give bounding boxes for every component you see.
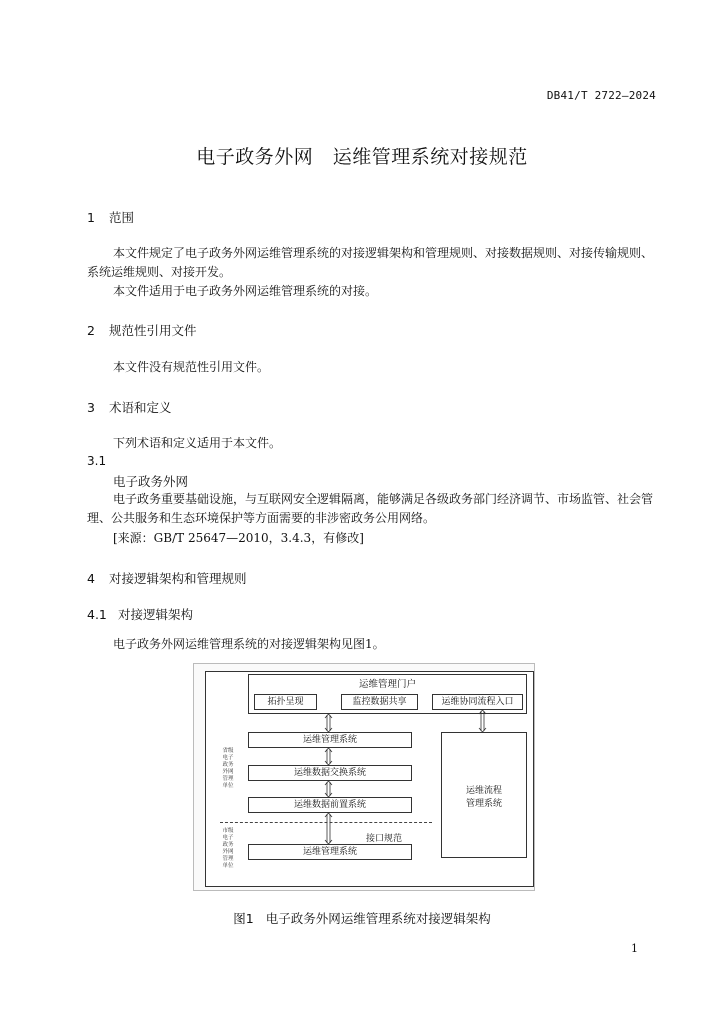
data-front-label: 运维数据前置系统 xyxy=(293,800,366,810)
document-title: 电子政务外网 运维管理系统对接规范 xyxy=(196,146,528,168)
workflow-system-label-line2: 管理系统 xyxy=(465,799,502,809)
arrow-ops-to-exchange xyxy=(325,748,332,765)
arrow-portal-to-workflow xyxy=(479,710,486,732)
subsection-4-1-heading xyxy=(87,605,193,623)
subsection-number: 4.1 xyxy=(87,607,107,622)
section-2-heading xyxy=(87,321,197,339)
section-1-paragraph-1: 本文件规定了电子政务外网运维管理系统的对接逻辑架构和管理规则、对接数据规则、对接传输规则、系统运维规则、对接开发。 xyxy=(87,246,654,279)
section-3-paragraph-1: 下列术语和定义适用于本文件。 xyxy=(113,436,282,450)
section-4-1-paragraph-1: 电子政务外网运维管理系统的对接逻辑架构见图1。 xyxy=(113,637,385,651)
section-1-heading xyxy=(87,208,134,226)
section-number: 4 xyxy=(87,571,95,586)
section-4-heading xyxy=(87,569,247,587)
section-number: 1 xyxy=(87,210,95,225)
section-3-heading xyxy=(87,398,172,416)
interface-spec-label: 接口规范 xyxy=(366,834,403,844)
term-definition: 电子政务重要基础设施，与互联网安全逻辑隔离，能够满足各级政务部门经济调节、市场监管、社会管理、公共服务和生态环境保护等方面需要的非涉密政务公用网络。 xyxy=(87,492,654,525)
workflow-entry-label: 运维协同流程入口 xyxy=(441,697,514,707)
arrow-portal-to-ops xyxy=(325,714,332,732)
section-title: 对接逻辑架构和管理规则 xyxy=(109,571,247,586)
page-number: 1 xyxy=(631,942,638,955)
figure-title: 电子政务外网运维管理系统对接逻辑架构 xyxy=(265,911,491,926)
arrow-exchange-to-front xyxy=(325,781,332,797)
section-number: 3 xyxy=(87,400,95,415)
term-source: [来源：GB/T 25647—2010，3.4.3，有修改] xyxy=(113,531,364,545)
workflow-system-label-line1: 运维流程 xyxy=(465,786,502,796)
diagram-arrows xyxy=(206,672,533,886)
city-ops-mgmt-label: 运维管理系统 xyxy=(302,847,357,857)
section-title: 术语和定义 xyxy=(109,400,172,415)
subsection-title: 对接逻辑架构 xyxy=(118,607,194,622)
arrow-front-to-city xyxy=(325,813,332,844)
term-name: 电子政务外网 xyxy=(113,474,189,489)
figure-caption xyxy=(0,909,724,927)
standard-code: DB41/T 2722—2024 xyxy=(546,89,656,102)
ops-mgmt-label: 运维管理系统 xyxy=(302,735,357,745)
topology-label: 拓扑呈现 xyxy=(267,697,304,707)
section-number: 2 xyxy=(87,323,95,338)
figure-number: 图1 xyxy=(233,911,254,926)
section-1-paragraph-2: 本文件适用于电子政务外网运维管理系统的对接。 xyxy=(113,284,378,298)
section-2-paragraph-1: 本文件没有规范性引用文件。 xyxy=(113,360,270,374)
city-unit-label: 市级电子政务外网管理单位 xyxy=(222,828,234,869)
monitor-share-label: 监控数据共享 xyxy=(352,697,407,707)
data-exchange-label: 运维数据交换系统 xyxy=(293,768,366,778)
section-title: 规范性引用文件 xyxy=(109,323,197,338)
architecture-diagram xyxy=(205,671,534,887)
province-unit-label: 省级电子政务外网管理单位 xyxy=(222,748,234,789)
section-title: 范围 xyxy=(109,210,135,225)
term-number: 3.1 xyxy=(87,454,107,468)
ops-portal-label: 运维管理门户 xyxy=(358,679,416,690)
